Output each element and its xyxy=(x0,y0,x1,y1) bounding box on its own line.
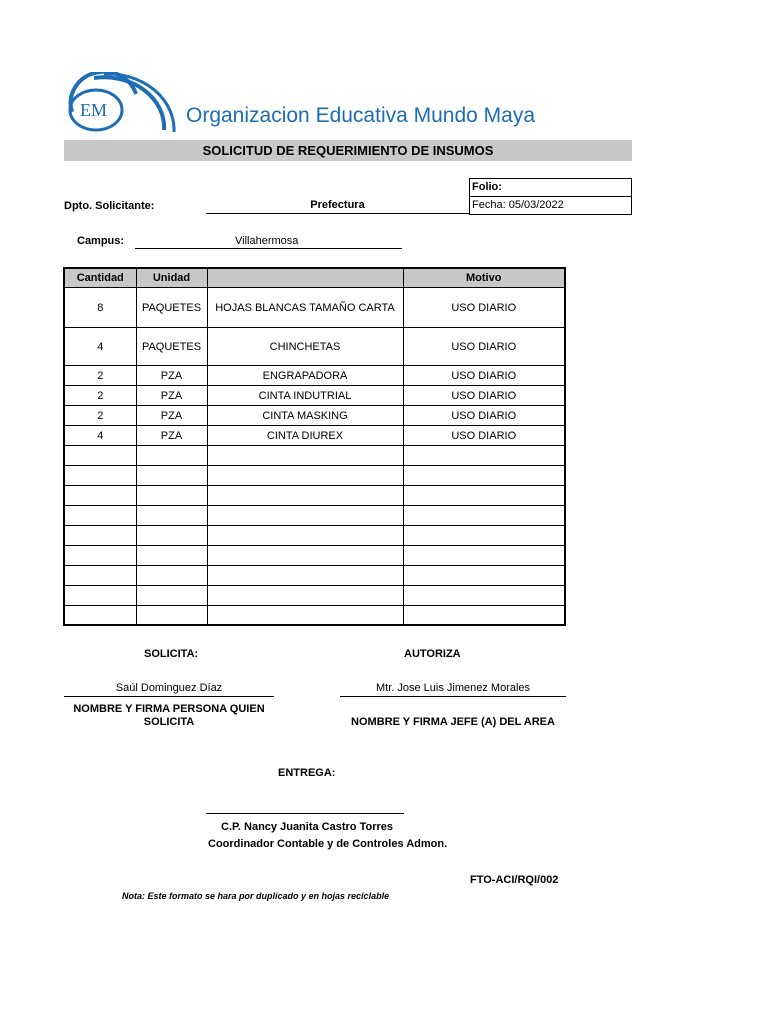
cell-unidad[interactable]: PZA xyxy=(136,386,207,406)
cell-motivo[interactable] xyxy=(403,586,565,606)
campus-label: Campus: xyxy=(77,235,125,247)
table-row xyxy=(64,526,565,546)
cell-unidad[interactable] xyxy=(136,466,207,486)
solicita-caption-2: SOLICITA xyxy=(143,716,195,728)
table-row xyxy=(64,406,565,426)
table-row xyxy=(64,446,565,466)
cell-unidad[interactable] xyxy=(136,546,207,566)
cell-motivo[interactable]: USO DIARIO xyxy=(403,426,565,446)
note-prefix: Nota xyxy=(122,891,142,901)
header-unidad: Unidad xyxy=(136,268,207,288)
cell-cantidad[interactable]: 4 xyxy=(64,426,136,446)
cell-cantidad[interactable] xyxy=(64,446,136,466)
dpto-value[interactable]: Prefectura xyxy=(206,199,469,214)
autoriza-name[interactable]: Mtr. Jose Luis Jimenez Morales xyxy=(340,682,566,697)
folio-label: Folio: xyxy=(472,181,502,193)
cell-motivo[interactable]: USO DIARIO xyxy=(403,366,565,386)
table-row xyxy=(64,386,565,406)
cell-unidad[interactable] xyxy=(136,586,207,606)
cell-motivo[interactable]: USO DIARIO xyxy=(403,328,565,366)
table-row xyxy=(64,486,565,506)
cell-descripcion[interactable] xyxy=(207,486,403,506)
autoriza-caption: NOMBRE Y FIRMA JEFE (A) DEL AREA xyxy=(351,716,555,728)
cell-motivo[interactable]: USO DIARIO xyxy=(403,386,565,406)
cell-cantidad[interactable]: 8 xyxy=(64,288,136,328)
fecha-label: Fecha: xyxy=(472,199,506,211)
items-table xyxy=(63,267,566,626)
cell-unidad[interactable]: PAQUETES xyxy=(136,288,207,328)
cell-descripcion[interactable] xyxy=(207,506,403,526)
cell-motivo[interactable] xyxy=(403,446,565,466)
logo-text: EM xyxy=(80,100,107,120)
cell-cantidad[interactable]: 2 xyxy=(64,366,136,386)
table-row xyxy=(64,546,565,566)
cell-descripcion[interactable] xyxy=(207,466,403,486)
entrega-name: C.P. Nancy Juanita Castro Torres xyxy=(221,821,393,833)
table-row xyxy=(64,328,565,366)
cell-unidad[interactable] xyxy=(136,526,207,546)
footer-note xyxy=(122,891,389,901)
header-descripcion xyxy=(207,268,403,288)
cell-descripcion[interactable]: CINTA DIUREX xyxy=(207,426,403,446)
cell-cantidad[interactable] xyxy=(64,506,136,526)
cell-cantidad[interactable] xyxy=(64,606,136,625)
table-row xyxy=(64,466,565,486)
cell-motivo[interactable] xyxy=(403,566,565,586)
cell-motivo[interactable]: USO DIARIO xyxy=(403,288,565,328)
folio-field[interactable] xyxy=(469,178,632,197)
form-code: FTO-ACI/RQI/002 xyxy=(470,874,559,886)
cell-unidad[interactable]: PZA xyxy=(136,366,207,386)
cell-descripcion[interactable]: ENGRAPADORA xyxy=(207,366,403,386)
cell-cantidad[interactable] xyxy=(64,466,136,486)
cell-motivo[interactable] xyxy=(403,526,565,546)
note-text: : Este formato se hara por duplicado y en hojas reciclable xyxy=(142,891,390,901)
header-cantidad: Cantidad xyxy=(64,268,136,288)
cell-motivo[interactable] xyxy=(403,506,565,526)
table-row xyxy=(64,566,565,586)
entrega-role: Coordinador Contable y de Controles Admon. xyxy=(208,838,448,850)
table-row xyxy=(64,586,565,606)
cell-unidad[interactable] xyxy=(136,446,207,466)
entrega-signature-line[interactable] xyxy=(206,813,404,814)
cell-descripcion[interactable] xyxy=(207,526,403,546)
table-row xyxy=(64,366,565,386)
table-header-row xyxy=(64,268,565,288)
entrega-label: ENTREGA: xyxy=(278,767,336,779)
cell-motivo[interactable] xyxy=(403,546,565,566)
cell-unidad[interactable]: PZA xyxy=(136,426,207,446)
cell-descripcion[interactable]: HOJAS BLANCAS TAMAÑO CARTA xyxy=(207,288,403,328)
cell-unidad[interactable] xyxy=(136,606,207,625)
cell-cantidad[interactable] xyxy=(64,546,136,566)
cell-motivo[interactable] xyxy=(403,606,565,625)
cell-cantidad[interactable]: 2 xyxy=(64,386,136,406)
cell-descripcion[interactable] xyxy=(207,586,403,606)
cell-cantidad[interactable] xyxy=(64,486,136,506)
cell-motivo[interactable] xyxy=(403,466,565,486)
cell-motivo[interactable] xyxy=(403,486,565,506)
cell-unidad[interactable] xyxy=(136,506,207,526)
table-row xyxy=(64,606,565,625)
form-title: SOLICITUD DE REQUERIMIENTO DE INSUMOS xyxy=(64,140,632,161)
dpto-label: Dpto. Solicitante: xyxy=(64,200,155,212)
cell-descripcion[interactable] xyxy=(207,446,403,466)
cell-descripcion[interactable] xyxy=(207,566,403,586)
cell-cantidad[interactable] xyxy=(64,566,136,586)
organization-logo xyxy=(64,72,176,134)
cell-cantidad[interactable] xyxy=(64,586,136,606)
header-motivo: Motivo xyxy=(403,268,565,288)
cell-motivo[interactable]: USO DIARIO xyxy=(403,406,565,426)
cell-unidad[interactable]: PZA xyxy=(136,406,207,426)
table-row xyxy=(64,506,565,526)
cell-cantidad[interactable]: 4 xyxy=(64,328,136,366)
cell-descripcion[interactable]: CINTA INDUTRIAL xyxy=(207,386,403,406)
autoriza-label: AUTORIZA xyxy=(404,648,461,660)
cell-descripcion[interactable] xyxy=(207,606,403,625)
cell-cantidad[interactable] xyxy=(64,526,136,546)
fecha-value: 05/03/2022 xyxy=(508,199,564,211)
cell-unidad[interactable] xyxy=(136,566,207,586)
solicita-name[interactable]: Saúl Dominguez Díaz xyxy=(64,682,274,697)
table-row xyxy=(64,426,565,446)
cell-unidad[interactable]: PAQUETES xyxy=(136,328,207,366)
cell-cantidad[interactable]: 2 xyxy=(64,406,136,426)
campus-value[interactable]: Villahermosa xyxy=(135,235,402,249)
solicita-label: SOLICITA: xyxy=(144,648,199,660)
fecha-field[interactable] xyxy=(469,196,632,215)
cell-descripcion[interactable]: CINTA MASKING xyxy=(207,406,403,426)
cell-unidad[interactable] xyxy=(136,486,207,506)
solicita-caption-1: NOMBRE Y FIRMA PERSONA QUIEN xyxy=(73,703,265,715)
organization-name: Organizacion Educativa Mundo Maya xyxy=(186,104,536,127)
table-row xyxy=(64,288,565,328)
cell-descripcion[interactable] xyxy=(207,546,403,566)
cell-descripcion[interactable]: CHINCHETAS xyxy=(207,328,403,366)
